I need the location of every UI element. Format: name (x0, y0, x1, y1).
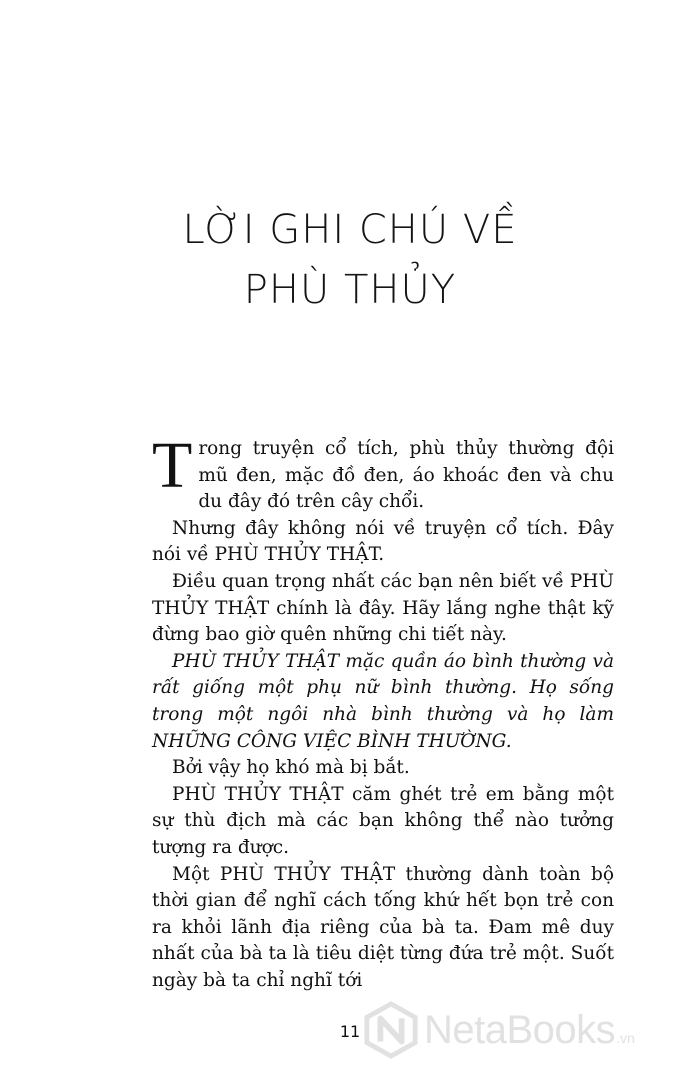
paragraph-1 (152, 429, 614, 516)
paragraph-2: Nhưng đây không nói về truyện cổ tích. Đây nói về PHÙ THỦY THẬT. (152, 517, 614, 566)
chapter-title-line-2: PHÙ THỦY (243, 267, 457, 313)
netabooks-logo-icon (362, 1001, 420, 1059)
body-text (152, 429, 614, 994)
paragraph-5: Bởi vậy họ khó mà bị bắt. (172, 757, 410, 779)
paragraph-7: Một PHÙ THỦY THẬT thường dành toàn bộ thời gian để nghĩ cách tống khứ hết bọn trẻ con ra khỏi lãnh địa riêng của bà ta. Đam mê duy nhất của bà ta là tiêu diệt từng đứa trẻ một. Suốt ngày bà ta chỉ nghĩ tới (152, 863, 614, 991)
drop-cap: T (152, 429, 193, 502)
watermark (362, 1000, 692, 1060)
paragraph-3: Điều quan trọng nhất các bạn nên biết về PHÙ THỦY THẬT chính là đây. Hãy lắng nghe thật kỹ đừng bao giờ quên những chi tiết này. (152, 570, 614, 646)
paragraph-6: PHÙ THỦY THẬT căm ghét trẻ em bằng một sự thù địch mà các bạn không thể nào tưởng tượng ra được. (152, 783, 614, 858)
watermark-suffix: .vn (616, 1030, 635, 1046)
chapter-title (0, 200, 700, 320)
paragraph-4: PHÙ THỦY THẬT mặc quần áo bình thường và rất giống một phụ nữ bình thường. Họ sống trong một ngôi nhà bình thường và họ làm NHỮNG CÔNG VIỆC BÌNH THƯỜNG. (152, 650, 614, 752)
paragraph-1-text: rong truyện cổ tích, phù thủy thường đội mũ đen, mặc đồ đen, áo khoác đen và chu du đây đó trên cây chổi. (198, 438, 614, 513)
watermark-brand: NetaBooks (424, 1007, 616, 1052)
page-number: 11 (339, 1022, 361, 1041)
chapter-title-line-1: LỜI GHI CHÚ VỀ (182, 207, 518, 253)
